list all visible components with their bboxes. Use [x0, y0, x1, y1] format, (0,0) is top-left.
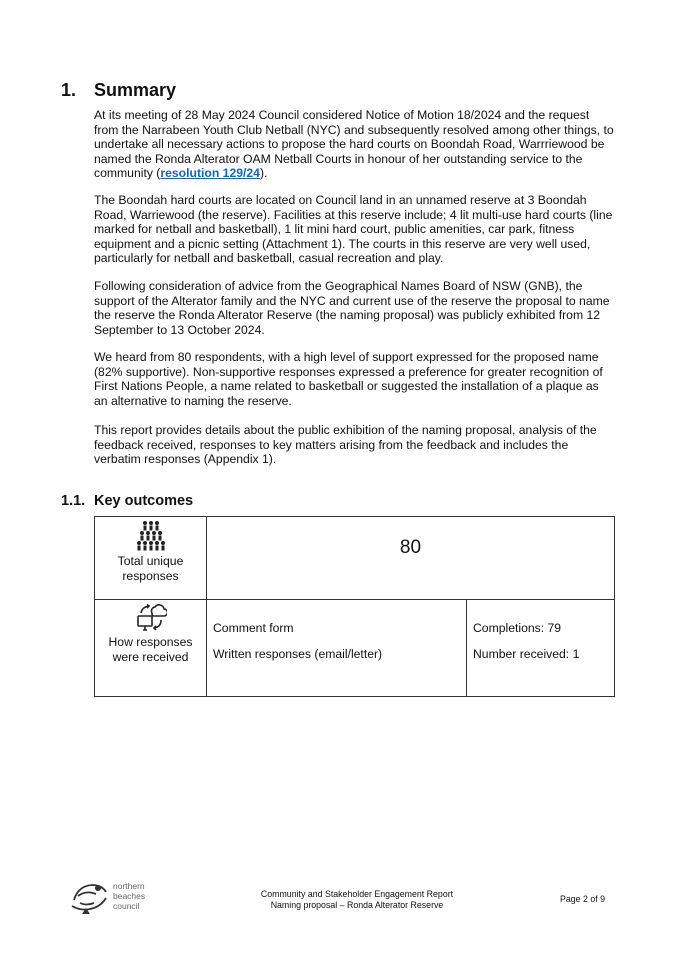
total-responses-label: Total unique responses [117, 554, 184, 583]
key-outcomes-table [94, 516, 615, 697]
page-number: Page 2 of 9 [560, 894, 605, 904]
table-row [95, 517, 615, 600]
method-written-responses: Written responses (email/letter) [213, 647, 383, 661]
computer-cloud-sync-icon [135, 603, 167, 633]
summary-paragraph-3: Following consideration of advice from the Geographical Names Board of NSW (GNB), the support of the Alterator family and the NYC and current use of the reserve the proposal to name the reserve the Ronda Alterator Reserve (the naming proposal) was publicly exhibited from 12 September to 13 October 2024. [94, 279, 610, 337]
total-responses-value-cell [207, 517, 615, 600]
resolution-link[interactable]: resolution 129/24 [160, 166, 260, 181]
logo-wordmark: northern beaches council [113, 881, 146, 911]
response-counts-cell [467, 600, 615, 697]
response-methods-cell [207, 600, 467, 697]
footer-report-title: Community and Stakeholder Engagement Report Naming proposal – Ronda Alterator Reserve [260, 889, 454, 910]
how-received-label-cell [95, 600, 207, 697]
how-received-label: How responses were received [108, 635, 193, 664]
count-completions: Completions: 79 [473, 621, 562, 635]
subsection-number: 1.1. [61, 493, 86, 509]
subsection-heading-key-outcomes [61, 493, 193, 509]
people-crowd-icon [136, 520, 166, 552]
section-heading-summary [61, 80, 176, 101]
method-comment-form: Comment form [213, 621, 294, 635]
total-responses-value: 80 [399, 537, 422, 558]
section-title: Summary [94, 80, 177, 100]
count-received: Number received: 1 [473, 647, 580, 661]
summary-paragraph-2: The Boondah hard courts are located on Council land in an unnamed reserve at 3 Boondah Road, Warriewood (the reserve). Facilities at this reserve include; 4 lit multi-use hard courts (line marked for netball and basketball), 1 lit mini hard court, public amenities, car park, fitness equipment and a picnic setting (Attachment 1). The courts in this reserve are very well used, particularly for netball and basketball, casual recreation and play. [94, 193, 613, 266]
section-number: 1. [61, 80, 77, 100]
summary-paragraph-5: This report provides details about the public exhibition of the naming proposal, analysis of the feedback received, responses to key matters arising from the feedback and includes the verbatim responses (Appendix 1). [94, 423, 597, 467]
subsection-title: Key outcomes [94, 493, 194, 509]
northern-beaches-council-logo-icon [68, 878, 110, 916]
total-responses-label-cell [95, 517, 207, 600]
summary-paragraph-4: We heard from 80 respondents, with a high level of support expressed for the proposed name (82% supportive). Non-supportive responses expressed a preference for greater recognition of First Nations People, a name related to basketball or suggested the installation of a plaque as an alternative to naming the reserve. [94, 350, 603, 408]
summary-paragraph-1: At its meeting of 28 May 2024 Council considered Notice of Motion 18/2024 and the request from the Narrabeen Youth Club Netball (NYC) and subsequently resolved among other things, to undertake all necessary actions to propose the hard courts on Boondah Road, Warrriewood be named the Ronda Alterator OAM Netball Courts in honour of her outstanding service to the community (resolution 129/24). [94, 108, 614, 181]
table-row [95, 600, 615, 697]
